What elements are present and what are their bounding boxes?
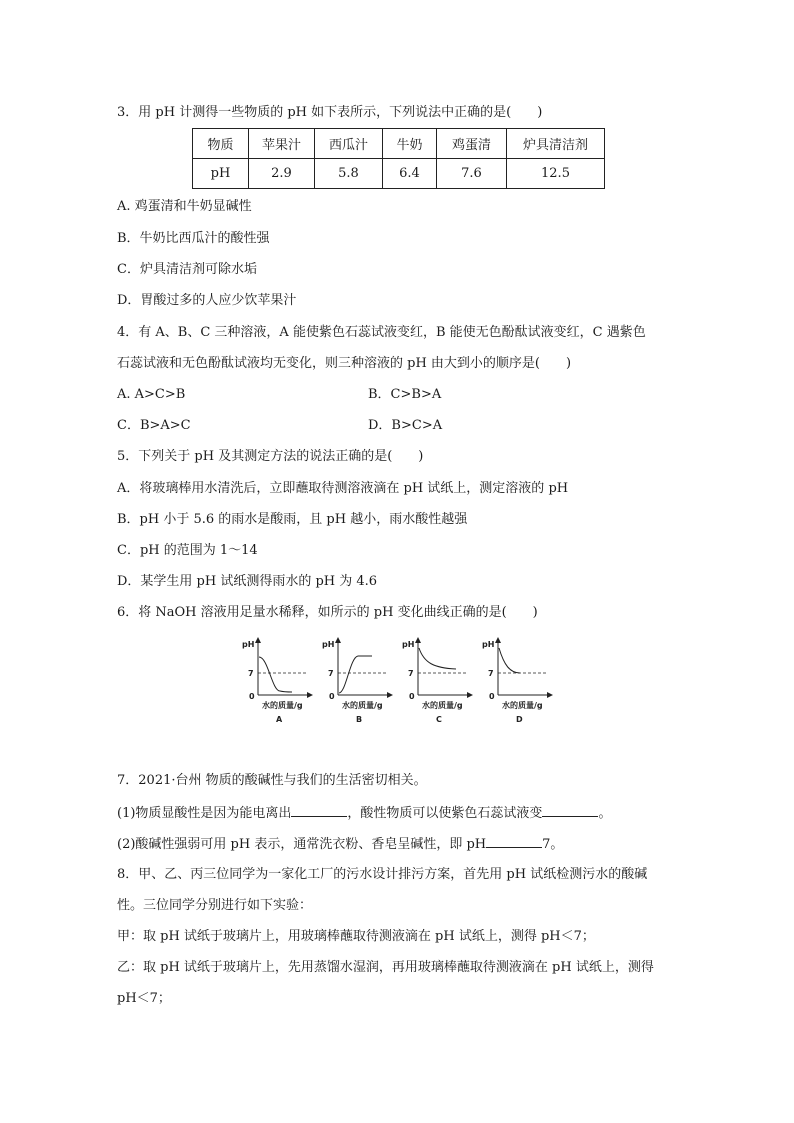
q4-option-a: A. A>C>B: [117, 387, 186, 402]
graph-a: [242, 638, 312, 724]
ylabel-d: pH: [482, 640, 495, 649]
q7-part2-a: (2)酸碱性强弱可用 pH 表示，通常洗衣粉、香皂呈碱性，即 pH: [117, 837, 487, 852]
answer-blank[interactable]: [542, 803, 598, 817]
ph-curve-graphs: [240, 633, 560, 728]
q7-part1-b: ，酸性物质可以使紫色石蕊试液变: [347, 806, 543, 821]
q7-part1-c: 。: [598, 806, 612, 821]
graph-label-b: B: [356, 715, 363, 724]
answer-blank[interactable]: [291, 803, 347, 817]
graph-label-d: D: [516, 715, 523, 724]
table-cell: 物质: [193, 129, 249, 159]
q4-stem-line2: 石蕊试液和无色酚酞试液均无变化，则三种溶液的 pH 由大到小的顺序是( ): [117, 356, 572, 371]
xlabel-a: 水的质量/g: [262, 701, 303, 710]
origin-b: 0: [329, 692, 335, 701]
table-cell: 12.5: [507, 159, 605, 189]
q5-stem: 5．下列关于 pH 及其测定方法的说法正确的是( ): [117, 449, 424, 464]
q8-yi-line1: 乙：取 pH 试纸于玻璃片上，先用蒸馏水湿润，再用玻璃棒蘸取待测液滴在 pH 试纸上，测得: [117, 960, 654, 975]
ylabel-c: pH: [402, 640, 415, 649]
q5-option-d: D．某学生用 pH 试纸测得雨水的 pH 为 4.6: [117, 574, 378, 589]
q5-option-a: A．将玻璃棒用水清洗后，立即蘸取待测溶液滴在 pH 试纸上，测定溶液的 pH: [117, 481, 569, 496]
table-cell: pH: [193, 159, 249, 189]
q7-part1: [117, 803, 611, 823]
table-row: [193, 159, 605, 189]
xlabel-c: 水的质量/g: [422, 701, 463, 710]
q4-option-d: D．B>C>A: [368, 418, 443, 433]
answer-blank[interactable]: [486, 834, 542, 848]
q3-option-d: D．胃酸过多的人应少饮苹果汁: [117, 293, 297, 308]
table-cell: 苹果汁: [249, 129, 315, 159]
q6-stem: 6．将 NaOH 溶液用足量水稀释，如所示的 pH 变化曲线正确的是( ): [117, 605, 538, 620]
q8-stem-line2: 性。三位同学分别进行如下实验：: [117, 898, 313, 913]
q5-option-c: C．pH 的范围为 1～14: [117, 543, 258, 558]
table-cell: 6.4: [383, 159, 437, 189]
table-cell: 7.6: [437, 159, 507, 189]
q7-part2-b: 7。: [542, 837, 564, 852]
graph-c: [402, 638, 472, 724]
origin-a: 0: [249, 692, 255, 701]
ref-a: 7: [248, 669, 254, 678]
ref-d: 7: [488, 669, 494, 678]
table-cell: 西瓜汁: [315, 129, 383, 159]
ylabel-a: pH: [242, 640, 255, 649]
q3-option-b: B．牛奶比西瓜汁的酸性强: [117, 231, 270, 246]
q5-option-b: B．pH 小于 5.6 的雨水是酸雨，且 pH 越小，雨水酸性越强: [117, 512, 468, 527]
origin-c: 0: [409, 692, 415, 701]
xlabel-d: 水的质量/g: [502, 701, 543, 710]
origin-d: 0: [489, 692, 495, 701]
ref-b: 7: [328, 669, 334, 678]
xlabel-b: 水的质量/g: [342, 701, 383, 710]
ref-c: 7: [408, 669, 414, 678]
q7-part1-a: (1)物质显酸性是因为能电离出: [117, 806, 292, 821]
table-cell: 牛奶: [383, 129, 437, 159]
q7-part2: [117, 834, 563, 854]
graph-label-c: C: [436, 715, 442, 724]
q8-jia: 甲：取 pH 试纸于玻璃片上，用玻璃棒蘸取待测液滴在 pH 试纸上，测得 pH＜7；: [117, 929, 595, 944]
q3-option-c: C．炉具清洁剂可除水垢: [117, 262, 257, 277]
q4-option-c: C．B>A>C: [117, 418, 191, 433]
q8-stem-line1: 8．甲、乙、丙三位同学为一家化工厂的污水设计排污方案，首先用 pH 试纸检测污水的酸碱: [117, 867, 648, 882]
table-header-row: [193, 129, 605, 159]
q7-stem: 7．2021·台州 物质的酸碱性与我们的生活密切相关。: [117, 773, 427, 788]
graph-label-a: A: [276, 715, 283, 724]
q3-option-a: A. 鸡蛋清和牛奶显碱性: [117, 199, 252, 214]
q8-yi-line2: pH＜7；: [117, 991, 171, 1006]
table-cell: 鸡蛋清: [437, 129, 507, 159]
ph-table: [192, 128, 605, 189]
q4-option-b: B．C>B>A: [368, 387, 442, 402]
graph-d: [482, 638, 552, 724]
ylabel-b: pH: [322, 640, 335, 649]
q3-stem: 3．用 pH 计测得一些物质的 pH 如下表所示，下列说法中正确的是( ): [117, 105, 543, 120]
table-cell: 2.9: [249, 159, 315, 189]
q4-stem-line1: 4．有 A、B、C 三种溶液，A 能使紫色石蕊试液变红，B 能使无色酚酞试液变红，C 遇紫色: [117, 325, 646, 340]
table-cell: 炉具清洁剂: [507, 129, 605, 159]
table-cell: 5.8: [315, 159, 383, 189]
graph-b: [322, 638, 392, 724]
